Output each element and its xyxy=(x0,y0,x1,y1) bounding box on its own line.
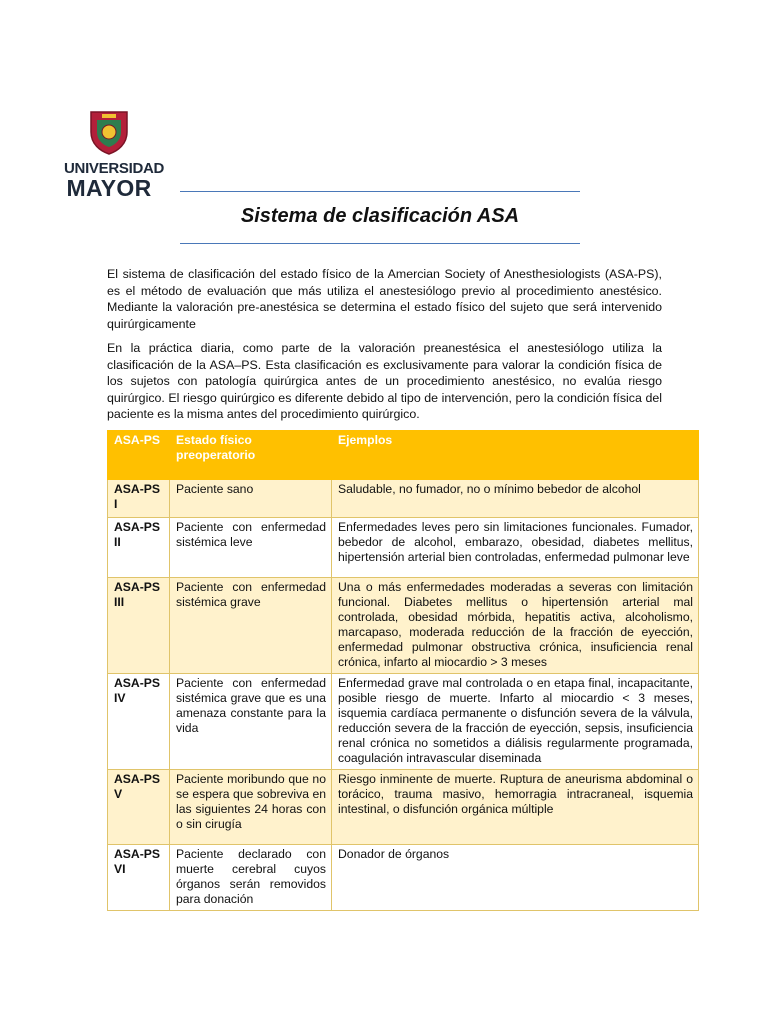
table-header-row xyxy=(108,431,699,480)
row-examples: Saludable, no fumador, no o mínimo bebedor de alcohol xyxy=(332,480,699,518)
university-logo xyxy=(64,110,165,201)
row-examples: Riesgo inminente de muerte. Ruptura de aneurisma abdominal o torácico, trauma masivo, hemorragia intracraneal, isquemia intestinal, o disfunción orgánica múltiple xyxy=(332,770,699,845)
intro-paragraph: El sistema de clasificación del estado físico de la Amercian Society of Anesthesiologists (ASA-PS), es el método de evaluación que más utiliza el anestesiólogo previo al procedimiento anestésico. Mediante la valoración pre-anestésica se determina el estado físico del sujeto que será intervenido quirúrgicamente xyxy=(107,267,662,331)
table-row xyxy=(108,674,699,770)
table-row xyxy=(108,518,699,578)
title-bottom-rule xyxy=(180,243,580,244)
row-class: ASA-PS II xyxy=(108,518,170,578)
row-state: Paciente declarado con muerte cerebral cuyos órganos serán removidos para donación xyxy=(170,845,332,911)
row-examples: Enfermedad grave mal controlada o en etapa final, incapacitante, posible riesgo de muerte. Infarto al miocardio < 3 meses, isquemia cardíaca permanente o disfunción severa de la válvula, reducción severa de la fracción de eyección, sepsis, insuficiencia renal crónica no sometidos a diálisis regularmente programada, coagulación intravascular diseminada xyxy=(332,674,699,770)
row-state: Paciente moribundo que no se espera que sobreviva en las siguientes 24 horas con o sin cirugía xyxy=(170,770,332,845)
logo-text-universidad: UNIVERSIDAD xyxy=(64,160,165,177)
header-asa-ps: ASA-PS xyxy=(108,431,170,480)
logo-text-mayor: MAYOR xyxy=(66,175,152,201)
row-state: Paciente sano xyxy=(170,480,332,518)
title-top-rule xyxy=(180,191,580,192)
row-examples: Donador de órganos xyxy=(332,845,699,911)
row-examples: Enfermedades leves pero sin limitaciones funcionales. Fumador, bebedor de alcohol, embarazo, obesidad, diabetes mellitus, hipertensión arterial bien controladas, enfermedad pulmonar leve xyxy=(332,518,699,578)
row-examples: Una o más enfermedades moderadas a severas con limitación funcional. Diabetes mellitus o hipertensión arterial mal controlada, obesidad mórbida, hepatitis activa, alcoholismo, marcapaso, moderada reducción de la fracción de eyección, enfermedad pulmonar obstructiva crónica, insuficiencia renal crónica, infarto al miocardio > 3 meses xyxy=(332,578,699,674)
shield-crest-icon xyxy=(89,110,129,156)
row-class: ASA-PS III xyxy=(108,578,170,674)
table-row xyxy=(108,578,699,674)
table-row xyxy=(108,770,699,845)
row-state: Paciente con enfermedad sistémica leve xyxy=(170,518,332,578)
row-class: ASA-PS IV xyxy=(108,674,170,770)
table-row xyxy=(108,845,699,911)
row-class: ASA-PS I xyxy=(108,480,170,518)
row-state: Paciente con enfermedad sistémica grave xyxy=(170,578,332,674)
row-state: Paciente con enfermedad sistémica grave que es una amenaza constante para la vida xyxy=(170,674,332,770)
header-ejemplos: Ejemplos xyxy=(332,431,699,480)
row-class: ASA-PS V xyxy=(108,770,170,845)
asa-classification-table xyxy=(107,430,699,911)
practice-paragraph: En la práctica diaria, como parte de la valoración preanestésica el anestesiólogo utiliza la clasificación de la ASA–PS. Esta clasificación es exclusivamente para valorar la condición física de los sujetos con patología quirúrgica antes de un procedimiento anestésico, no evalúa riesgo quirúrgico. El riesgo quirúrgico es diferente debido al tipo de intervención, pero la condición física del paciente es la misma antes del procedimiento quirúrgico. xyxy=(107,341,662,421)
table-row xyxy=(108,480,699,518)
page-title: Sistema de clasificación ASA xyxy=(240,205,520,227)
row-class: ASA-PS VI xyxy=(108,845,170,911)
header-estado-fisico: Estado físico preoperatorio xyxy=(170,431,332,480)
